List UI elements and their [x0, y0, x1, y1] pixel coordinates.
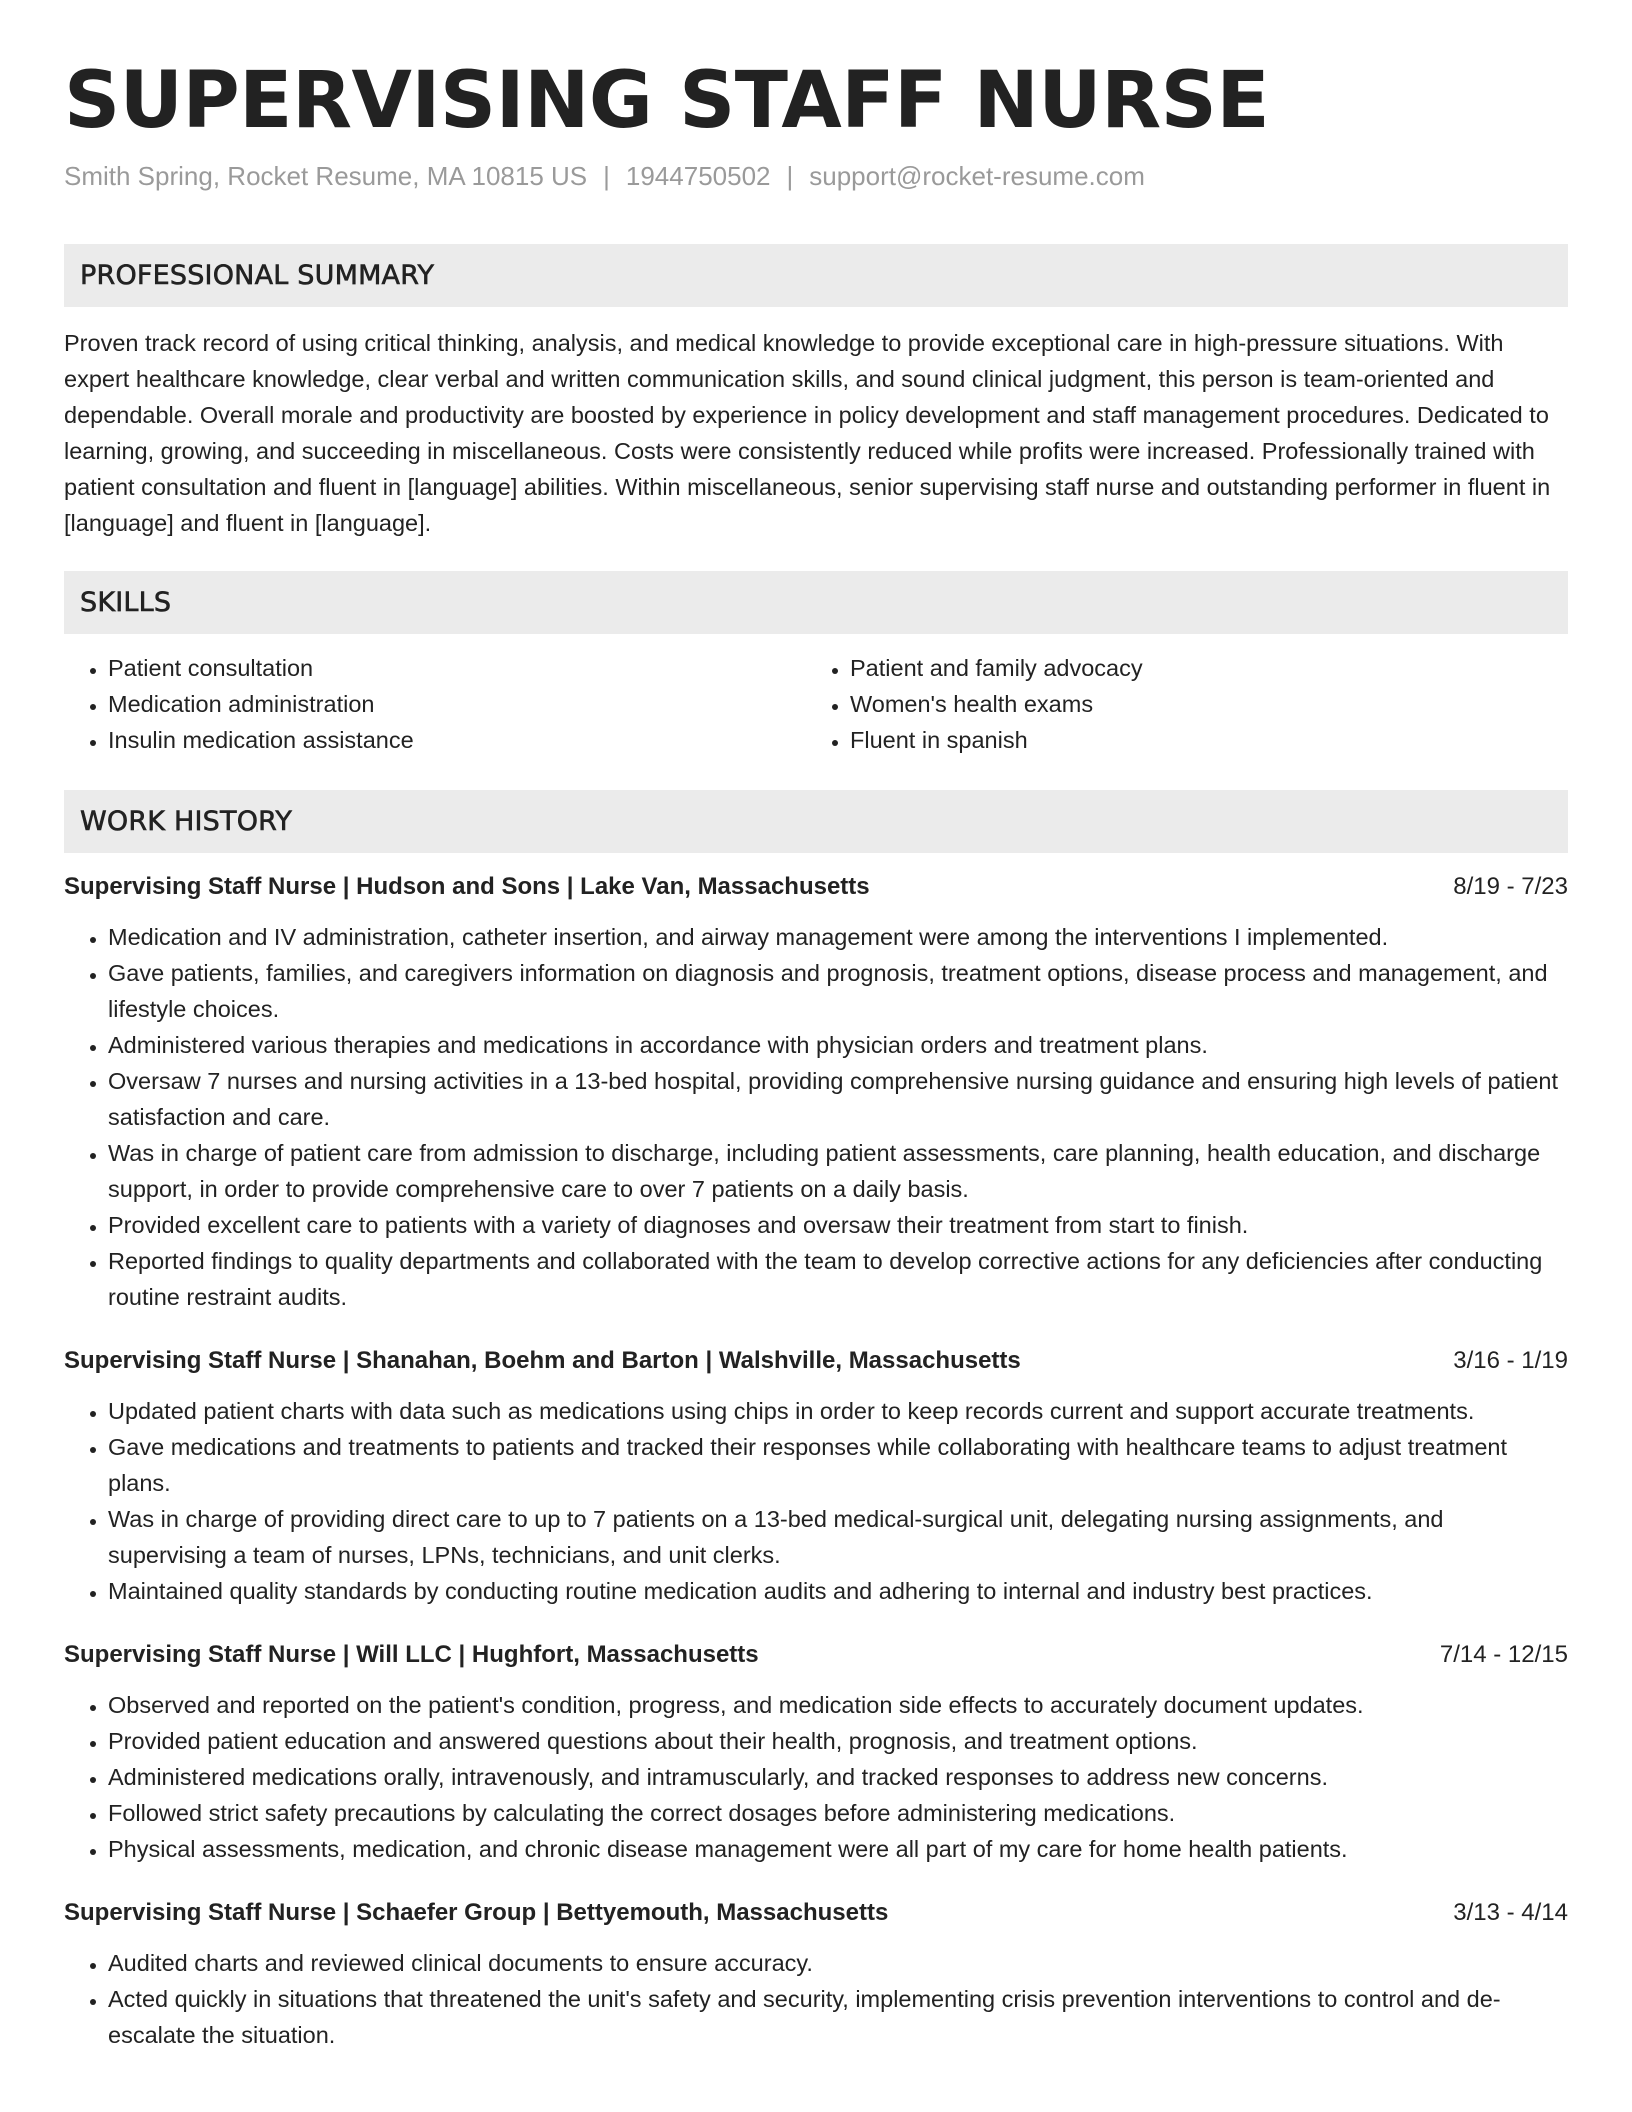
job-header	[64, 871, 1568, 903]
job-dates: 3/16 - 1/19	[1453, 1346, 1568, 1374]
job-bullet: • Administered medications orally, intravenously, and intramuscularly, and tracked responses to address new concerns.	[108, 1759, 1568, 1795]
contact-email: support@rocket-resume.com	[809, 161, 1145, 191]
job-bullets	[64, 1687, 1568, 1867]
job-bullet: • Provided excellent care to patients with a variety of diagnoses and oversaw their treatment from start to finish.	[108, 1207, 1568, 1243]
skills-heading: SKILLS	[80, 586, 172, 618]
contact-line	[64, 160, 1568, 194]
job-bullet: • Maintained quality standards by conducting routine medication audits and adhering to internal and industry best practices.	[108, 1573, 1568, 1609]
job-entry	[64, 871, 1568, 1315]
job-bullet: • Medication and IV administration, catheter insertion, and airway management were among the interventions I implemented.	[108, 919, 1568, 955]
work-history-section-header	[64, 790, 1568, 853]
job-bullet: • Gave patients, families, and caregivers information on diagnosis and prognosis, treatment options, disease process and management, and lifestyle choices.	[108, 955, 1568, 1027]
skills-list	[64, 650, 1568, 758]
contact-phone: 1944750502	[625, 161, 771, 191]
job-title: Supervising Staff Nurse | Shanahan, Boehm and Barton | Walshville, Massachusetts	[64, 1346, 1021, 1374]
skill-item: • Patient and family advocacy	[850, 650, 1548, 686]
skill-item: • Medication administration	[108, 686, 806, 722]
job-bullet: • Followed strict safety precautions by calculating the correct dosages before administering medications.	[108, 1795, 1568, 1831]
job-bullet: • Provided patient education and answered questions about their health, prognosis, and treatment options.	[108, 1723, 1568, 1759]
skills-section-header	[64, 571, 1568, 634]
skills-column-right	[806, 650, 1548, 758]
job-entry	[64, 1639, 1568, 1867]
summary-heading: PROFESSIONAL SUMMARY	[80, 259, 435, 291]
job-dates: 7/14 - 12/15	[1439, 1640, 1568, 1668]
job-bullet: • Administered various therapies and medications in accordance with physician orders and treatment plans.	[108, 1027, 1568, 1063]
job-bullet: • Reported findings to quality departments and collaborated with the team to develop corrective actions for any deficiencies after conducting routine restraint audits.	[108, 1243, 1568, 1315]
summary-text: Proven track record of using critical thinking, analysis, and medical knowledge to provide exceptional care in high-pressure situations. With expert healthcare knowledge, clear verbal and written communication skills, and sound clinical judgment, this person is team-oriented and dependable. Overall morale and productivity are boosted by experience in policy development and staff management procedures. Dedicated to learning, growing, and succeeding in miscellaneous. Costs were consistently reduced while profits were increased. Professionally trained with patient consultation and fluent in [language] abilities. Within miscellaneous, senior supervising staff nurse and outstanding performer in fluent in [language] and fluent in [language].	[64, 329, 1551, 536]
job-dates: 3/13 - 4/14	[1453, 1898, 1568, 1926]
job-entry	[64, 1897, 1568, 2053]
job-header	[64, 1345, 1568, 1377]
job-title: Supervising Staff Nurse | Hudson and Sons | Lake Van, Massachusetts	[64, 872, 870, 900]
job-header	[64, 1639, 1568, 1671]
job-entry	[64, 1345, 1568, 1609]
work-history-heading: WORK HISTORY	[80, 805, 293, 837]
job-bullets	[64, 919, 1568, 1315]
job-title: Supervising Staff Nurse | Schaefer Group | Bettyemouth, Massachusetts	[64, 1898, 889, 1926]
contact-address: Smith Spring, Rocket Resume, MA 10815 US	[64, 161, 588, 191]
skills-column-left	[64, 650, 806, 758]
skill-item: • Women's health exams	[850, 686, 1548, 722]
job-bullet: • Oversaw 7 nurses and nursing activities in a 13-bed hospital, providing comprehensive nursing guidance and ensuring high levels of patient satisfaction and care.	[108, 1063, 1568, 1135]
summary-section-header	[64, 244, 1568, 307]
skill-item: • Fluent in spanish	[850, 722, 1548, 758]
job-bullet: • Audited charts and reviewed clinical documents to ensure accuracy.	[108, 1945, 1568, 1981]
resume-page	[64, 52, 1568, 2053]
contact-separator: |	[786, 161, 794, 191]
job-bullet: • Was in charge of patient care from admission to discharge, including patient assessments, care planning, health education, and discharge support, in order to provide comprehensive care to over 7 patients on a daily basis.	[108, 1135, 1568, 1207]
job-bullets	[64, 1393, 1568, 1609]
skill-item: • Patient consultation	[108, 650, 806, 686]
job-bullets	[64, 1945, 1568, 2053]
skill-item: • Insulin medication assistance	[108, 722, 806, 758]
job-bullet: • Gave medications and treatments to patients and tracked their responses while collaborating with healthcare teams to adjust treatment plans.	[108, 1429, 1568, 1501]
job-bullet: • Was in charge of providing direct care to up to 7 patients on a 13-bed medical-surgical unit, delegating nursing assignments, and supervising a team of nurses, LPNs, technicians, and unit clerks.	[108, 1501, 1568, 1573]
job-header	[64, 1897, 1568, 1929]
job-bullet: • Observed and reported on the patient's condition, progress, and medication side effects to accurately document updates.	[108, 1687, 1568, 1723]
job-dates: 8/19 - 7/23	[1453, 872, 1568, 900]
job-bullet: • Physical assessments, medication, and chronic disease management were all part of my care for home health patients.	[108, 1831, 1568, 1867]
contact-separator: |	[603, 161, 610, 191]
job-title: Supervising Staff Nurse | Will LLC | Hughfort, Massachusetts	[64, 1640, 759, 1668]
job-bullet: • Updated patient charts with data such as medications using chips in order to keep records current and support accurate treatments.	[108, 1393, 1568, 1429]
candidate-name: SUPERVISING STAFF NURSE	[64, 56, 1270, 146]
job-bullet: • Acted quickly in situations that threatened the unit's safety and security, implementing crisis prevention interventions to control and de-escalate the situation.	[108, 1981, 1568, 2053]
